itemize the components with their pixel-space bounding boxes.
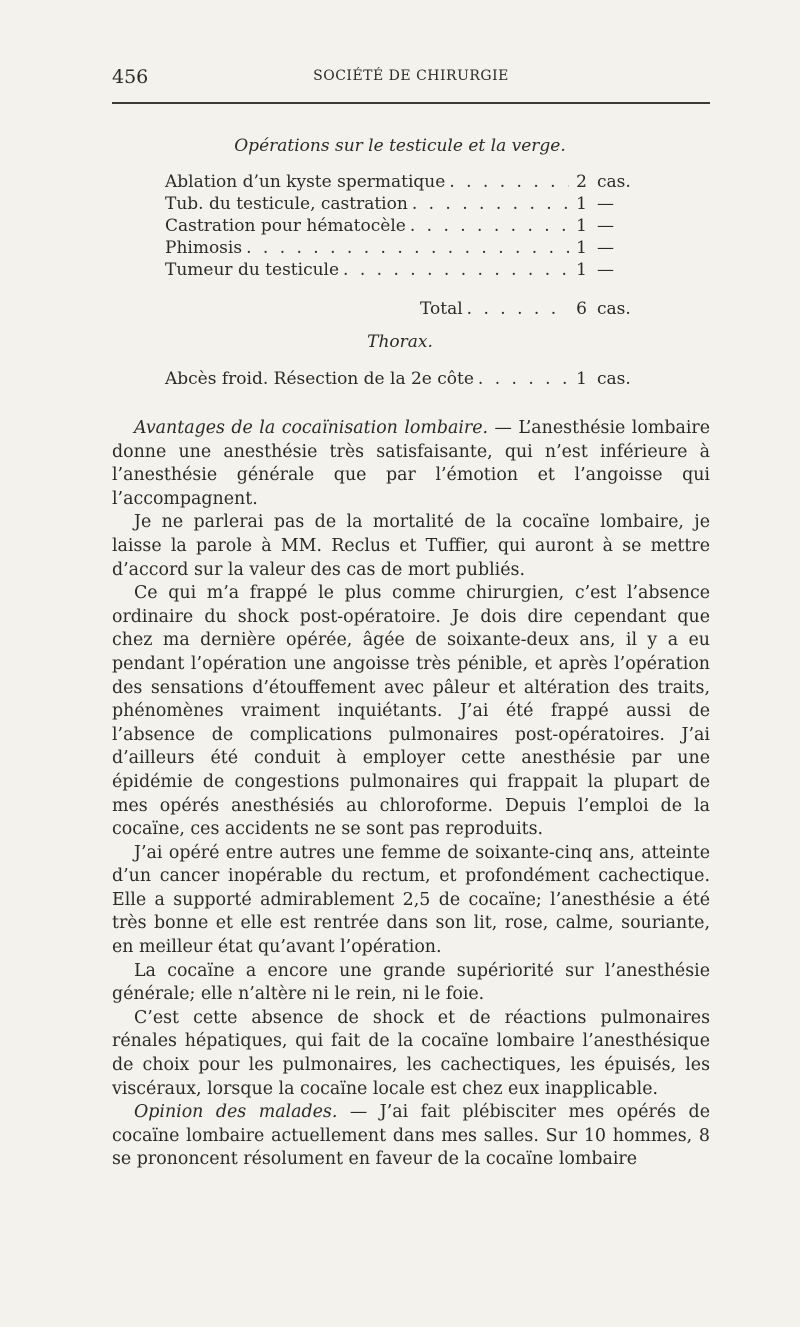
item-label: Phimosis <box>165 238 243 258</box>
item-unit: cas. <box>597 369 631 389</box>
item-count: 2 <box>576 172 587 192</box>
header-rule <box>112 102 710 104</box>
body-text <box>112 417 710 1172</box>
item-label: Tub. du testicule, castration <box>165 194 408 214</box>
list-item <box>165 216 655 238</box>
leader-dots <box>242 238 569 258</box>
item-label: Castration pour hématocèle <box>165 216 406 236</box>
list-item <box>165 172 655 194</box>
thorax-list <box>165 369 655 391</box>
total-count: 6 <box>576 299 587 319</box>
item-count: 1 <box>576 216 587 236</box>
paragraph-text: — L’anesthésie lombaire donne une anesthésie très satisfaisante, qui n’est inférieure à l’anesthésie générale que par l’émotion et l’angoisse qui l’accompagnent. <box>112 418 710 509</box>
list-item <box>165 369 655 391</box>
item-unit: cas. <box>597 172 631 192</box>
item-label: Tumeur du testicule <box>165 260 340 280</box>
page-number: 456 <box>112 66 149 88</box>
paragraph: C’est cette absence de shock et de réactions pulmonaires rénales hépatiques, qui fait de la cocaïne lombaire l’anesthésique de choix pour les pulmonaires, les cachectiques, les épuisés, les viscéraux, lorsque la cocaïne locale est chez eux inapplicable. <box>112 1007 710 1099</box>
section-title-thorax: Thorax. <box>367 332 433 352</box>
item-count: 1 <box>576 260 587 280</box>
item-count: 1 <box>576 194 587 214</box>
item-unit: — <box>597 238 614 258</box>
leader-dots <box>463 299 569 319</box>
paragraph: J’ai opéré entre autres une femme de soixante-cinq ans, atteinte d’un cancer inopérable du rectum, et profondément cachectique. Elle a supporté admirablement 2,5 de cocaïne; l’anesthésie a été très bonne et elle est rentrée dans son lit, rose, calme, souriante, en meilleur état qu’avant l’opération. <box>112 842 710 958</box>
paragraph: Je ne parlerai pas de la mortalité de la cocaïne lombaire, je laisse la parole à MM. Reclus et Tuffier, qui auront à se mettre d’accord sur la valeur des cas de mort publiés. <box>112 512 710 580</box>
list-item <box>165 238 655 260</box>
operations-list <box>165 172 655 282</box>
paragraph <box>112 1101 710 1172</box>
paragraph-text: — J’ai fait plébisciter mes opérés de cocaïne lombaire actuellement dans mes salles. Sur 10 hommes, 8 se prononcent résolument en faveur de la cocaïne lombaire <box>112 1102 710 1170</box>
running-title: SOCIÉTÉ DE CHIRURGIE <box>313 68 509 84</box>
total-unit: cas. <box>597 299 631 319</box>
paragraph-heading: Opinion des malades. <box>134 1102 338 1123</box>
page-header <box>112 66 710 90</box>
list-item <box>165 260 655 282</box>
list-item <box>165 194 655 216</box>
leader-dots <box>406 216 569 236</box>
leader-dots <box>474 369 569 389</box>
item-unit: — <box>597 194 614 214</box>
paragraph: Ce qui m’a frappé le plus comme chirurgien, c’est l’absence ordinaire du shock post-opératoire. Je dois dire cependant que chez ma dernière opérée, âgée de soixante-deux ans, il y a eu pendant l’opération une angoisse très pénible, et après l’opération des sensations d’étouffement avec pâleur et altération des traits, phénomènes vraiment inquiétants. J’ai été frappé aussi de l’absence de complications pulmonaires post-opératoires. J’ai d’ailleurs été conduit à employer cette anesthésie par une épidémie de congestions pulmonaires qui frappait la plupart de mes opérés anesthésiés au chloroforme. Depuis l’emploi de la cocaïne, ces accidents ne se sont pas reproduits. <box>112 583 710 840</box>
item-count: 1 <box>576 238 587 258</box>
item-label: Ablation d’un kyste spermatique <box>165 172 446 192</box>
paragraph-heading: Avantages de la cocaïnisation lombaire. <box>134 418 489 438</box>
item-unit: — <box>597 216 614 236</box>
item-count: 1 <box>576 369 587 389</box>
item-unit: — <box>597 260 614 280</box>
section-title-testicule: Opérations sur le testicule et la verge. <box>234 136 566 156</box>
item-label: Abcès froid. Résection de la 2e côte <box>165 369 474 389</box>
leader-dots <box>445 172 569 192</box>
total-row <box>420 299 655 319</box>
leader-dots <box>339 260 569 280</box>
leader-dots <box>408 194 569 214</box>
total-label: Total <box>420 299 463 319</box>
paragraph: La cocaïne a encore une grande supériorité sur l’anesthésie générale; elle n’altère ni le rein, ni le foie. <box>112 960 710 1005</box>
paragraph <box>112 417 710 511</box>
